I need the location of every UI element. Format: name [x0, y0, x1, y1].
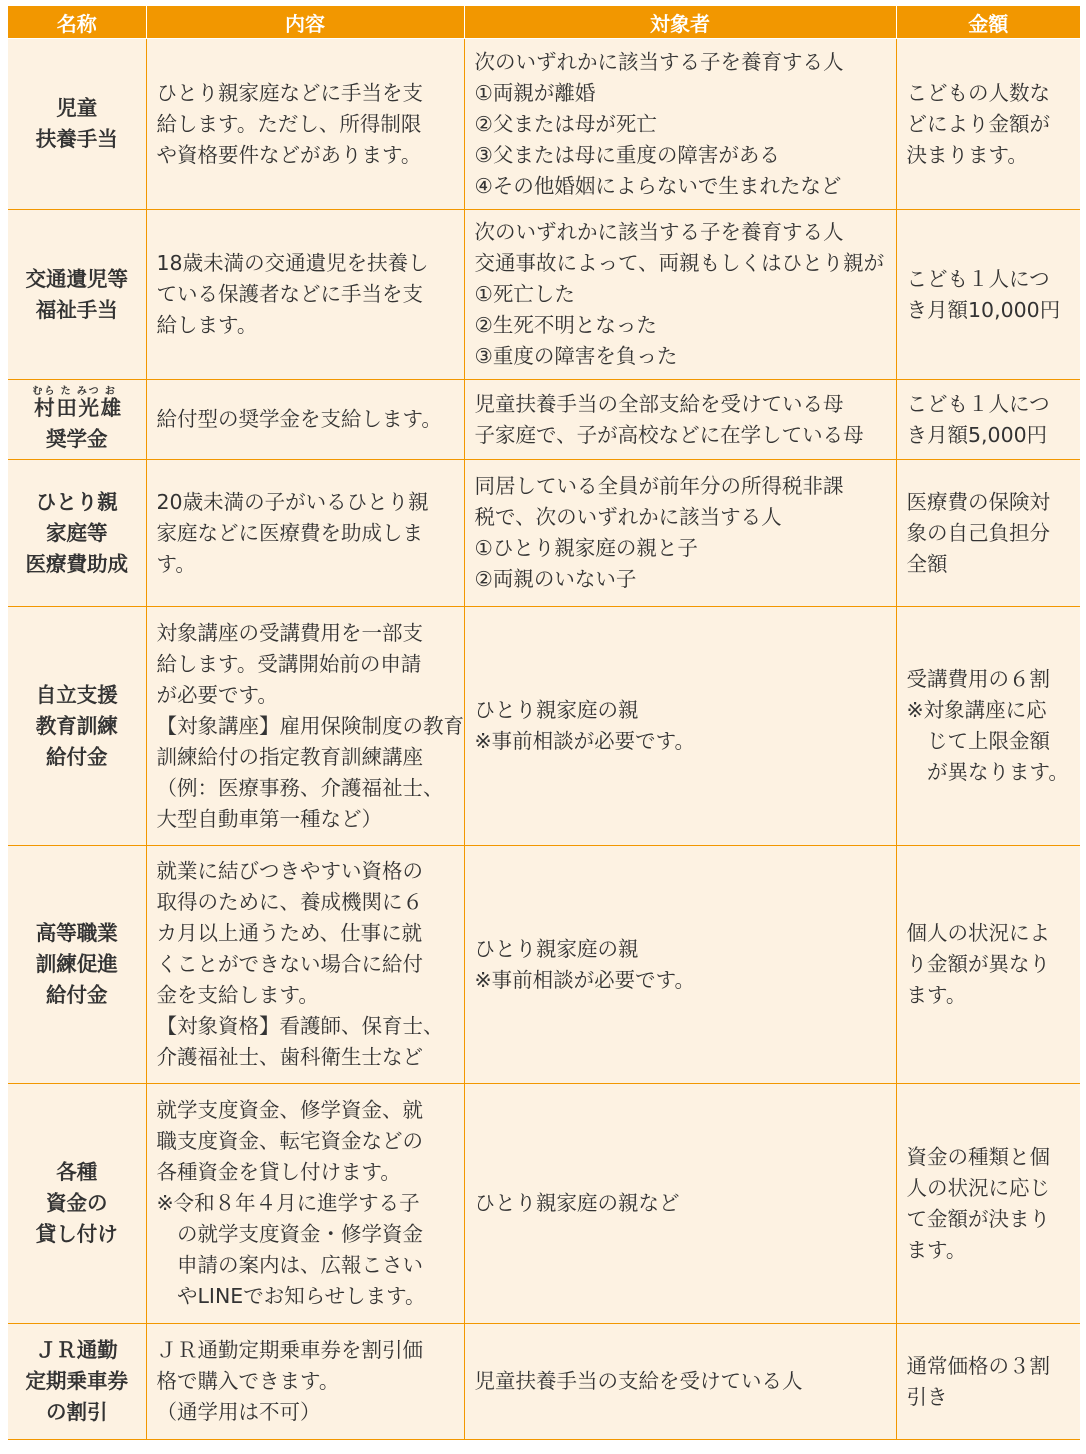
name_lines-line: 定期乗車券: [25, 1369, 128, 1393]
table-row: [8, 1324, 1080, 1440]
amount_lines-line: ます。: [906, 1237, 967, 1262]
benefit-target-cell: [464, 846, 896, 1084]
amount_lines-line: じて上限金額: [906, 729, 1050, 753]
content_lines-line: 金を支給します。: [156, 983, 319, 1007]
benefit-amount-cell: [896, 1324, 1080, 1440]
benefit-target-cell: [464, 1324, 896, 1440]
ruby-char: [76, 386, 101, 420]
table-row: [8, 460, 1080, 607]
benefit-name-cell: [8, 210, 146, 380]
target_lines-line: 税で、次のいずれかに該当する人: [474, 505, 782, 529]
target_lines-line: 子家庭で、子が高校などに在学している母: [474, 422, 864, 447]
target_lines-line: ※事前相談が必要です。: [474, 729, 696, 753]
content_lines-line: 給します。ただし、所得制限: [156, 111, 422, 136]
content_lines-line: やLINEでお知らせします。: [156, 1284, 426, 1308]
amount_lines-line: き月額10,000円: [906, 297, 1061, 322]
benefit-content-cell: [146, 1084, 464, 1324]
benefit-name-cell: [8, 1084, 146, 1324]
name_lines-line: 給付金: [46, 983, 108, 1007]
content_lines-line: ＪＲ通勤定期乗車券を割引価: [156, 1338, 423, 1362]
column-header-content: 内容: [146, 6, 464, 39]
content_lines-line: 【対象資格】看護師、保育士、: [156, 1014, 444, 1038]
benefits-table: [8, 6, 1080, 1440]
content_lines-line: （通学用は不可）: [156, 1400, 321, 1424]
benefit-name-cell: [8, 39, 146, 210]
target_lines-line: 児童扶養手当の全部支給を受けている母: [474, 391, 844, 416]
ruby-reading: た: [56, 386, 77, 397]
benefit-amount-cell: [896, 460, 1080, 607]
benefit-name-cell: [8, 846, 146, 1084]
content_lines-line: や資格要件などがあります。: [156, 142, 422, 167]
column-header-target: 対象者: [464, 6, 896, 39]
content_lines-line: 20歳未満の子がいるひとり親: [156, 489, 429, 514]
name_lines-line: 高等職業: [35, 921, 118, 945]
benefit-target-cell: [464, 460, 896, 607]
column-header-amount: 金額: [896, 6, 1080, 39]
benefit-amount-cell: [896, 607, 1080, 846]
name_lines-line: 家庭等: [46, 520, 108, 545]
benefit-content-cell: [146, 210, 464, 380]
table-row: [8, 380, 1080, 460]
target_lines-line: 次のいずれかに該当する子を養育する人: [474, 220, 844, 244]
content_lines-line: 申請の案内は、広報こさい: [156, 1253, 423, 1277]
benefit-name-cell: [8, 380, 146, 460]
content_lines-line: す。: [156, 551, 196, 576]
benefit-content-cell: [146, 460, 464, 607]
target_lines-line: 児童扶養手当の支給を受けている人: [474, 1369, 803, 1393]
amount_lines-line: 人の状況に応じ: [906, 1175, 1050, 1200]
benefit-amount-cell: [896, 1084, 1080, 1324]
target_lines-line: ひとり親家庭の親: [474, 936, 639, 961]
content_lines-line: カ月以上通うため、仕事に就: [156, 921, 423, 945]
name_lines-line: ひとり親: [35, 489, 118, 514]
benefit-target-cell: [464, 607, 896, 846]
target_lines-line: ③重度の障害を負った: [474, 344, 678, 368]
benefit-target-cell: [464, 210, 896, 380]
benefit-target-cell: [464, 1084, 896, 1324]
ruby-base: 村: [32, 396, 57, 420]
benefit-name-ruby: [32, 386, 121, 419]
name_lines-line: 資金の: [46, 1191, 108, 1215]
table-row: [8, 846, 1080, 1084]
benefit-content-cell: [146, 846, 464, 1084]
content_lines-line: くことができない場合に給付: [156, 952, 423, 976]
ruby-base: 雄: [100, 396, 122, 420]
target_lines-line: ①両親が離婚: [474, 80, 596, 105]
amount_lines-line: 医療費の保険対: [906, 489, 1050, 514]
content_lines-line: 給します。受講開始前の申請: [156, 651, 422, 676]
table-header-row: [8, 6, 1080, 39]
benefit-content-cell: [146, 1324, 464, 1440]
name_lines-line: 医療費助成: [25, 551, 128, 576]
amount_lines-line: こども１人につ: [906, 266, 1050, 291]
name_lines-line: 訓練促進: [35, 952, 118, 976]
target_lines-line: ①ひとり親家庭の親と子: [474, 536, 698, 560]
benefit-amount-cell: [896, 39, 1080, 210]
content_lines-line: 介護福祉士、歯科衛生士など: [156, 1045, 423, 1069]
amount_lines-line: ます。: [906, 983, 967, 1007]
amount_lines-line: 受講費用の６割: [906, 667, 1050, 691]
target_lines-line: ②生死不明となった: [474, 313, 657, 337]
benefit-target-cell: [464, 39, 896, 210]
benefit-content-cell: [146, 39, 464, 210]
ruby-char: [56, 386, 77, 420]
benefit-target-cell: [464, 380, 896, 460]
amount_lines-line: 決まります。: [906, 142, 1028, 167]
name_lines-line: 福祉手当: [35, 297, 118, 322]
target_lines-line: 次のいずれかに該当する子を養育する人: [474, 49, 844, 74]
table-row: [8, 607, 1080, 846]
name_lines-line: 自立支援: [35, 682, 118, 707]
content_lines-line: 訓練給付の指定教育訓練講座: [156, 744, 423, 769]
amount_lines-line: どにより金額が: [906, 111, 1050, 136]
content_lines-line: 就業に結びつきやすい資格の: [156, 859, 423, 883]
amount_lines-line: 個人の状況によ: [906, 921, 1050, 945]
content_lines-line: 大型自動車第一種など）: [156, 806, 382, 831]
content_lines-line: 給します。: [156, 313, 258, 337]
target_lines-line: 同居している全員が前年分の所得税非課: [474, 474, 844, 498]
content_lines-line: 職支度資金、転宅資金などの: [156, 1129, 423, 1153]
name_lines-line: 各種: [56, 1160, 98, 1184]
benefit-content-cell: [146, 607, 464, 846]
ruby-reading: むら: [32, 386, 57, 397]
ruby-reading: お: [100, 386, 122, 397]
ruby-base: 田: [56, 396, 77, 420]
content_lines-line: 【対象講座】雇用保険制度の教育: [156, 713, 464, 738]
name_lines-line: ＪＲ通勤: [35, 1338, 118, 1362]
target_lines-line: ひとり親家庭の親など: [474, 1191, 680, 1215]
benefit-content-cell: [146, 380, 464, 460]
content_lines-line: ている保護者などに手当を支: [156, 282, 423, 306]
content_lines-line: が必要です。: [156, 682, 278, 707]
column-header-name: 名称: [8, 6, 146, 39]
ruby-reading: みつ: [76, 386, 101, 397]
target_lines-line: ②父または母が死亡: [474, 111, 657, 136]
target_lines-line: ③父または母に重度の障害がある: [474, 142, 780, 167]
content_lines-line: 18歳未満の交通遺児を扶養し: [156, 251, 429, 275]
name_lines-line: の割引: [46, 1400, 108, 1424]
table-row: [8, 1084, 1080, 1324]
ruby-char: [100, 386, 122, 420]
table-row: [8, 210, 1080, 380]
name_lines-line: 奨学金: [46, 427, 108, 451]
benefit-name-cell: [8, 607, 146, 846]
name_lines-line: 交通遺児等: [25, 266, 128, 291]
amount_lines-line: こどもの人数な: [906, 80, 1050, 105]
amount_lines-line: 資金の種類と個: [906, 1144, 1050, 1169]
name_lines-line: 教育訓練: [35, 713, 118, 738]
name_lines-line: 給付金: [46, 744, 108, 769]
target_lines-line: ④その他婚姻によらないで生まれたなど: [474, 173, 842, 198]
benefit-name-cell: [8, 1324, 146, 1440]
content_lines-line: 就学支度資金、修学資金、就: [156, 1098, 423, 1122]
amount_lines-line: が異なります。: [906, 760, 1069, 784]
content_lines-line: の就学支度資金・修学資金: [156, 1222, 423, 1246]
amount_lines-line: 象の自己負担分: [906, 520, 1050, 545]
table-row: [8, 39, 1080, 210]
benefit-amount-cell: [896, 380, 1080, 460]
content_lines-line: 対象講座の受講費用を一部支: [156, 620, 423, 645]
amount_lines-line: 引き: [906, 1384, 948, 1409]
amount_lines-line: り金額が異なり: [906, 952, 1050, 976]
target_lines-line: ①死亡した: [474, 282, 575, 306]
target_lines-line: ②両親のいない子: [474, 567, 637, 591]
content_lines-line: （例：医療事務、介護福祉士、: [156, 775, 444, 800]
amount_lines-line: ※対象講座に応: [906, 698, 1047, 722]
content_lines-line: 給付型の奨学金を支給します。: [156, 407, 442, 431]
benefit-amount-cell: [896, 846, 1080, 1084]
amount_lines-line: 通常価格の３割: [906, 1353, 1050, 1378]
amount_lines-line: 全額: [906, 551, 948, 576]
content_lines-line: 格で購入できます。: [156, 1369, 340, 1393]
amount_lines-line: こども１人につ: [906, 391, 1050, 416]
name_lines-line: 貸し付け: [35, 1222, 118, 1246]
target_lines-line: 交通事故によって、両親もしくはひとり親が: [474, 251, 885, 275]
content_lines-line: ※令和８年４月に進学する子: [156, 1191, 420, 1215]
content_lines-line: 取得のために、養成機関に６: [156, 890, 423, 914]
ruby-char: [32, 386, 57, 420]
content_lines-line: 各種資金を貸し付けます。: [156, 1160, 401, 1184]
ruby-base: 光: [76, 396, 101, 420]
name_lines-line: 児童: [56, 96, 98, 120]
amount_lines-line: て金額が決まり: [906, 1206, 1050, 1231]
benefit-amount-cell: [896, 210, 1080, 380]
name_lines-line: 扶養手当: [35, 127, 118, 151]
content_lines-line: ひとり親家庭などに手当を支: [156, 80, 423, 105]
target_lines-line: ※事前相談が必要です。: [474, 967, 696, 992]
benefit-name-cell: [8, 460, 146, 607]
amount_lines-line: き月額5,000円: [906, 422, 1048, 447]
content_lines-line: 家庭などに医療費を助成しま: [156, 520, 423, 545]
target_lines-line: ひとり親家庭の親: [474, 698, 639, 722]
